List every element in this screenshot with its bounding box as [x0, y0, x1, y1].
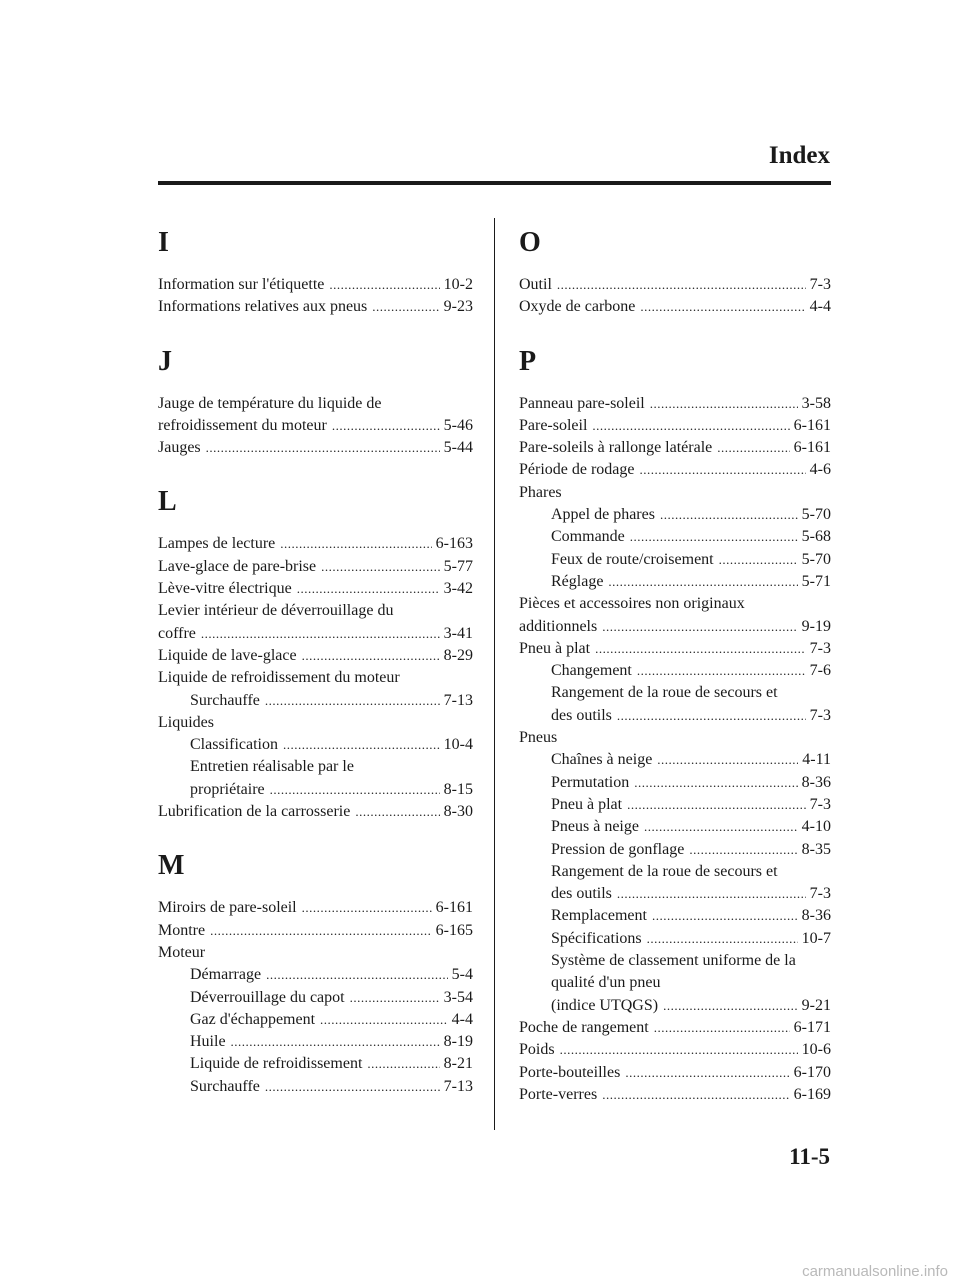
entry-text: Oxyde de carbone	[519, 298, 636, 316]
section-gap	[158, 823, 473, 845]
entry-text: Moteur	[158, 943, 206, 961]
dot-leader	[608, 571, 797, 593]
entry-text: Phares	[519, 483, 562, 501]
entry-text: Système de classement uniforme de la	[551, 952, 796, 970]
entry-text: Pneu à plat	[551, 795, 623, 813]
section-letter: M	[158, 850, 185, 882]
entry-page: 6-161	[793, 439, 831, 457]
entry-text: Montre	[158, 921, 206, 939]
index-entry[interactable]	[519, 415, 831, 437]
entry-page: 5-77	[443, 557, 473, 575]
dot-leader	[266, 964, 448, 986]
index-entry[interactable]	[519, 1017, 831, 1039]
entry-page: 10-4	[443, 736, 473, 754]
column-divider	[494, 218, 495, 1130]
dot-leader	[647, 928, 798, 950]
index-subentry[interactable]	[519, 526, 831, 548]
entry-text: Liquides	[158, 713, 214, 731]
index-subentry[interactable]	[519, 995, 831, 1017]
index-subentry[interactable]	[158, 690, 473, 712]
entry-text: Entretien réalisable par le	[190, 758, 354, 776]
dot-leader	[644, 816, 798, 838]
index-entry	[158, 942, 473, 964]
index-subentry[interactable]	[519, 928, 831, 950]
dot-leader	[617, 883, 806, 905]
entry-text: Gaz d'échappement	[190, 1010, 316, 1028]
dot-leader	[689, 839, 797, 861]
entry-page: 5-70	[801, 506, 831, 524]
index-subentry[interactable]	[158, 1076, 473, 1098]
entry-page: 9-19	[801, 617, 831, 635]
index-subentry[interactable]	[158, 1053, 473, 1075]
index-subentry[interactable]	[158, 734, 473, 756]
index-entry[interactable]	[158, 415, 473, 437]
index-entry[interactable]	[519, 1084, 831, 1106]
index-entry[interactable]	[519, 459, 831, 481]
index-subentry	[519, 682, 831, 704]
index-subentry[interactable]	[519, 883, 831, 905]
dot-leader	[201, 623, 440, 645]
entry-text: des outils	[551, 706, 612, 724]
dot-leader	[630, 526, 798, 548]
dot-leader	[652, 905, 798, 927]
entry-page: 7-13	[443, 691, 473, 709]
index-entry[interactable]	[519, 638, 831, 660]
entry-text: coffre	[158, 624, 196, 642]
entry-page: 10-2	[443, 276, 473, 293]
section-gap	[519, 319, 831, 341]
dot-leader	[717, 437, 789, 459]
entry-text: Pneu à plat	[519, 639, 591, 657]
section-letter: P	[519, 345, 537, 377]
dot-leader	[367, 1053, 439, 1075]
entry-text: Spécifications	[551, 929, 642, 947]
entry-text: des outils	[551, 885, 612, 903]
index-subentry[interactable]	[519, 504, 831, 526]
entry-text: Levier intérieur de déverrouillage du	[158, 602, 394, 620]
dot-leader	[350, 987, 440, 1009]
entry-text: Rangement de la roue de secours et	[551, 862, 778, 880]
entry-text: Jauge de température du liquide de	[158, 394, 382, 412]
dot-leader	[270, 779, 440, 801]
dot-leader	[265, 1076, 440, 1098]
dot-leader	[206, 437, 440, 459]
entry-page: 6-170	[793, 1063, 831, 1081]
index-subentry[interactable]	[519, 794, 831, 816]
index-entry[interactable]	[519, 296, 831, 318]
entry-text: Poids	[519, 1041, 555, 1059]
index-subentry[interactable]	[519, 749, 831, 771]
dot-leader	[372, 296, 439, 318]
section-letter: L	[158, 486, 177, 518]
entry-page: 4-11	[802, 751, 831, 769]
entry-text: Lampes de lecture	[158, 535, 276, 553]
index-subentry[interactable]	[519, 905, 831, 927]
entry-text: Porte-verres	[519, 1085, 598, 1103]
dot-leader	[329, 274, 439, 296]
entry-text: refroidissement du moteur	[158, 416, 327, 434]
index-entry[interactable]	[519, 1062, 831, 1084]
entry-page: 6-165	[435, 921, 473, 939]
entry-page: 5-4	[451, 966, 473, 984]
entry-text: Réglage	[551, 572, 604, 590]
dot-leader	[297, 578, 440, 600]
entry-page: 8-21	[443, 1055, 473, 1073]
entry-text: Lève-vitre électrique	[158, 580, 292, 598]
entry-page: 8-36	[801, 907, 831, 925]
entry-text: Information sur l'étiquette	[158, 276, 325, 293]
dot-leader	[280, 533, 431, 555]
entry-page: 9-23	[443, 298, 473, 316]
index-entry[interactable]	[158, 578, 473, 600]
entry-text: Période de rodage	[519, 461, 635, 479]
entry-page: 4-4	[451, 1010, 473, 1028]
entry-page: 5-44	[443, 439, 473, 457]
dot-leader	[650, 393, 798, 415]
entry-text: Pièces et accessoires non originaux	[519, 595, 745, 613]
entry-text: Feux de route/croisement	[551, 550, 714, 568]
entry-text: Panneau pare-soleil	[519, 394, 645, 412]
index-entry	[519, 482, 831, 504]
index-subentry	[519, 972, 831, 994]
dot-leader	[320, 1009, 448, 1031]
entry-page: 5-70	[801, 550, 831, 568]
entry-text: Porte-bouteilles	[519, 1063, 621, 1081]
entry-text: Démarrage	[190, 966, 262, 984]
dot-leader	[634, 772, 797, 794]
dot-leader	[283, 734, 440, 756]
index-subentry	[519, 950, 831, 972]
dot-leader	[302, 645, 440, 667]
entry-page: 8-29	[443, 646, 473, 664]
header-rule	[158, 181, 831, 185]
entry-text: Rangement de la roue de secours et	[551, 684, 778, 702]
entry-page: 4-6	[809, 461, 831, 479]
entry-text: Pneus à neige	[551, 818, 639, 836]
entry-text: Miroirs de pare-soleil	[158, 899, 297, 917]
entry-text: Liquide de refroidissement	[190, 1055, 363, 1073]
entry-text: Informations relatives aux pneus	[158, 298, 368, 316]
index-entry[interactable]	[519, 393, 831, 415]
entry-page: 4-10	[801, 818, 831, 836]
entry-page: 5-68	[801, 528, 831, 546]
index-subentry[interactable]	[158, 964, 473, 986]
index-subentry[interactable]	[158, 1031, 473, 1053]
section-gap	[158, 459, 473, 481]
dot-leader	[210, 920, 432, 942]
section-letter: O	[519, 227, 541, 258]
entry-text: Pare-soleil	[519, 416, 588, 434]
entry-page: 5-71	[801, 572, 831, 590]
dot-leader	[640, 296, 805, 318]
index-subentry[interactable]	[519, 772, 831, 794]
index-entry	[158, 712, 473, 734]
dot-leader	[627, 794, 806, 816]
entry-page: 10-7	[801, 929, 831, 947]
index-subentry[interactable]	[519, 839, 831, 861]
dot-leader	[654, 1017, 790, 1039]
entry-page: 3-41	[443, 624, 473, 642]
entry-page: 7-13	[443, 1077, 473, 1095]
entry-page: 6-163	[435, 535, 473, 553]
dot-leader	[332, 415, 440, 437]
entry-text: (indice UTQGS)	[551, 996, 659, 1014]
dot-leader	[560, 1039, 798, 1061]
dot-leader	[617, 705, 806, 727]
page-header-title: Index	[768, 142, 830, 169]
entry-page: 5-46	[443, 416, 473, 434]
index-subentry[interactable]	[519, 660, 831, 682]
index-entry	[158, 667, 473, 689]
index-entry[interactable]	[519, 437, 831, 459]
entry-page: 8-30	[443, 803, 473, 821]
index-entry	[158, 600, 473, 622]
index-entry[interactable]	[158, 296, 473, 318]
entry-text: Pression de gonflage	[551, 840, 685, 858]
dot-leader	[231, 1031, 440, 1053]
index-entry[interactable]	[158, 274, 473, 296]
entry-page: 8-19	[443, 1033, 473, 1051]
entry-text: Surchauffe	[190, 1077, 260, 1095]
dot-leader	[625, 1062, 789, 1084]
index-column-left	[158, 222, 473, 1098]
index-entry[interactable]	[519, 274, 831, 296]
entry-page: 7-3	[809, 639, 831, 657]
index-entry[interactable]	[158, 920, 473, 942]
entry-text: Liquide de lave-glace	[158, 646, 297, 664]
page-number: 11-5	[789, 1144, 830, 1169]
entry-text: Huile	[190, 1033, 226, 1051]
entry-page: 4-4	[809, 298, 831, 316]
entry-page: 8-35	[801, 840, 831, 858]
entry-text: Lave-glace de pare-brise	[158, 557, 317, 575]
entry-page: 6-171	[793, 1018, 831, 1036]
entry-text: Pare-soleils à rallonge latérale	[519, 439, 713, 457]
entry-text: Commande	[551, 528, 625, 546]
entry-page: 7-3	[809, 706, 831, 724]
dot-leader	[663, 995, 798, 1017]
entry-page: 7-3	[809, 795, 831, 813]
dot-leader	[595, 638, 806, 660]
index-subentry	[519, 861, 831, 883]
entry-page: 9-21	[801, 996, 831, 1014]
entry-text: Pneus	[519, 729, 558, 747]
index-subentry	[158, 756, 473, 778]
dot-leader	[321, 556, 440, 578]
dot-leader	[592, 415, 789, 437]
index-entry	[519, 727, 831, 749]
dot-leader	[719, 549, 798, 571]
entry-text: propriétaire	[190, 780, 265, 798]
index-entry[interactable]	[519, 1039, 831, 1061]
index-entry[interactable]	[158, 623, 473, 645]
entry-page: 10-6	[801, 1041, 831, 1059]
entry-page: 3-58	[801, 394, 831, 412]
entry-text: Liquide de refroidissement du moteur	[158, 669, 400, 687]
entry-page: 7-3	[809, 885, 831, 903]
entry-text: Jauges	[158, 439, 201, 457]
index-entry[interactable]	[519, 616, 831, 638]
index-entry[interactable]	[158, 556, 473, 578]
index-subentry[interactable]	[519, 816, 831, 838]
entry-page: 3-42	[443, 580, 473, 598]
index-column-right	[519, 222, 831, 1106]
index-subentry[interactable]	[158, 1009, 473, 1031]
dot-leader	[355, 801, 439, 823]
entry-page: 8-36	[801, 773, 831, 791]
section-letter: J	[158, 345, 172, 377]
dot-leader	[660, 504, 798, 526]
entry-text: Outil	[519, 276, 552, 293]
index-entry[interactable]	[158, 801, 473, 823]
index-subentry[interactable]	[519, 705, 831, 727]
dot-leader	[602, 616, 797, 638]
entry-text: Lubrification de la carrosserie	[158, 803, 351, 821]
index-entry	[519, 593, 831, 615]
section-gap	[158, 319, 473, 341]
index-subentry[interactable]	[158, 779, 473, 801]
entry-page: 7-6	[809, 662, 831, 680]
index-entry[interactable]	[158, 645, 473, 667]
dot-leader	[557, 274, 806, 296]
index-entry	[158, 393, 473, 415]
dot-leader	[265, 690, 440, 712]
entry-page: 7-3	[809, 276, 831, 293]
entry-text: Poche de rangement	[519, 1018, 649, 1036]
index-entry[interactable]	[158, 437, 473, 459]
index-entry[interactable]	[158, 897, 473, 919]
entry-text: qualité d'un pneu	[551, 974, 661, 992]
entry-page: 6-169	[793, 1085, 831, 1103]
index-subentry[interactable]	[158, 987, 473, 1009]
watermark[interactable]: carmanualsonline.info	[802, 1263, 948, 1280]
entry-text: Classification	[190, 736, 278, 754]
entry-text: Appel de phares	[551, 506, 655, 524]
entry-text: additionnels	[519, 617, 598, 635]
entry-page: 8-15	[443, 780, 473, 798]
dot-leader	[657, 749, 798, 771]
dot-leader	[602, 1084, 789, 1106]
entry-text: Surchauffe	[190, 691, 260, 709]
dot-leader	[640, 459, 806, 481]
entry-page: 3-54	[443, 988, 473, 1006]
index-entry[interactable]	[158, 533, 473, 555]
entry-text: Changement	[551, 662, 632, 680]
dot-leader	[302, 897, 432, 919]
index-subentry[interactable]	[519, 571, 831, 593]
entry-page: 6-161	[435, 899, 473, 917]
entry-page: 6-161	[793, 416, 831, 434]
entry-text: Déverrouillage du capot	[190, 988, 345, 1006]
entry-text: Remplacement	[551, 907, 647, 925]
entry-text: Permutation	[551, 773, 630, 791]
dot-leader	[637, 660, 806, 682]
section-letter: I	[158, 227, 169, 258]
entry-text: Chaînes à neige	[551, 751, 653, 769]
index-subentry[interactable]	[519, 549, 831, 571]
